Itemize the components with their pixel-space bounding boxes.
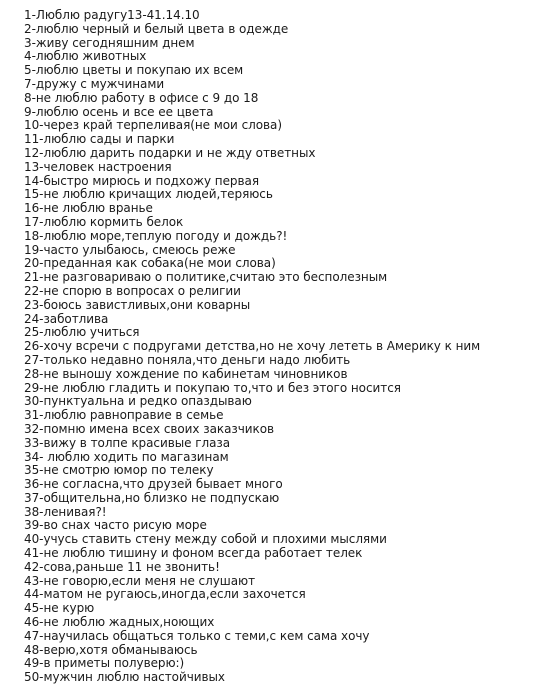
list-item: 47-научилась общаться только с теми,с кем сама хочу (24, 628, 370, 643)
list-item: 4-люблю животных (24, 49, 147, 64)
list-item: 44-матом не ругаюсь,иногда,если захочется (24, 587, 306, 602)
list-item: 33-вижу в толпе красивые глаза (24, 435, 231, 450)
list-item: 27-только недавно поняла,что деньги надо любить (24, 352, 351, 367)
document-page (24, 9, 554, 685)
list-item: 15-не люблю кричащих людей,теряюсь (24, 187, 273, 202)
list-item: 46-не люблю жадных,ноющих (24, 615, 215, 630)
list-item: 40-учусь ставить стену между собой и плохими мыслями (24, 532, 387, 547)
list-item: 11-люблю сады и парки (24, 132, 175, 147)
numbered-list (24, 9, 554, 685)
list-item: 49-в приметы полуверю:) (24, 656, 185, 671)
list-item: 41-не люблю тишину и фоном всегда работает телек (24, 546, 363, 561)
list-item: 16-не люблю вранье (24, 201, 153, 216)
list-item: 12-люблю дарить подарки и не жду ответных (24, 145, 316, 160)
list-item: 24-заботлива (24, 311, 109, 326)
list-item: 38-ленивая?! (24, 504, 107, 519)
list-item: 14-быстро мирюсь и подхожу первая (24, 173, 259, 188)
list-item: 20-преданная как собака(не мои слова) (24, 256, 276, 271)
list-item: 22-не спорю в вопросах о религии (24, 283, 241, 298)
list-item: 25-люблю учиться (24, 325, 140, 340)
list-item: 3-живу сегодняшним днем (24, 35, 195, 50)
list-item: 18-люблю море,теплую погоду и дождь?! (24, 228, 288, 243)
list-item: 43-не говорю,если меня не слушают (24, 573, 256, 588)
list-item: 2-люблю черный и белый цвета в одежде (24, 21, 289, 36)
list-item: 7-дружу с мужчинами (24, 76, 165, 91)
list-item: 29-не люблю гладить и покупаю то,что и без этого носится (24, 380, 401, 395)
list-item: 23-боюсь завистливых,они коварны (24, 297, 251, 312)
list-item: 5-люблю цветы и покупаю их всем (24, 63, 244, 78)
list-item: 39-во снах часто рисую море (24, 518, 207, 533)
list-item: 19-часто улыбаюсь, смеюсь реже (24, 242, 236, 257)
list-item: 28-не выношу хождение по кабинетам чиновников (24, 366, 348, 381)
list-item: 13-человек настроения (24, 159, 172, 174)
list-item: 30-пунктуальна и редко опаздываю (24, 394, 252, 409)
list-item: 35-не смотрю юмор по телеку (24, 463, 214, 478)
list-item: 1-Люблю радугу13-41.14.10 (24, 8, 200, 22)
list-item: 42-сова,раньше 11 не звонить! (24, 559, 220, 574)
list-item: 17-люблю кормить белок (24, 214, 184, 229)
list-item: 8-не люблю работу в офисе с 9 до 18 (24, 90, 259, 105)
list-item: 21-не разговариваю о политике,считаю это бесполезным (24, 270, 388, 285)
list-item: 34- люблю ходить по магазинам (24, 449, 229, 464)
list-item: 36-не согласна,что друзей бывает много (24, 477, 283, 492)
list-item: 10-через край терпеливая(не мои слова) (24, 118, 282, 133)
list-item: 37-общительна,но близко не подпускаю (24, 490, 280, 505)
list-item: 9-люблю осень и все ее цвета (24, 104, 214, 119)
list-item: 50-мужчин люблю настойчивых (24, 670, 225, 685)
list-item: 26-хочу всречи с подругами детства,но не хочу лететь в Америку к ним (24, 339, 481, 354)
list-item: 32-помню имена всех своих заказчиков (24, 421, 275, 436)
list-item: 31-люблю равноправие в семье (24, 408, 224, 423)
list-item: 48-верю,хотя обманываюсь (24, 642, 198, 657)
list-item: 45-не курю (24, 601, 95, 616)
